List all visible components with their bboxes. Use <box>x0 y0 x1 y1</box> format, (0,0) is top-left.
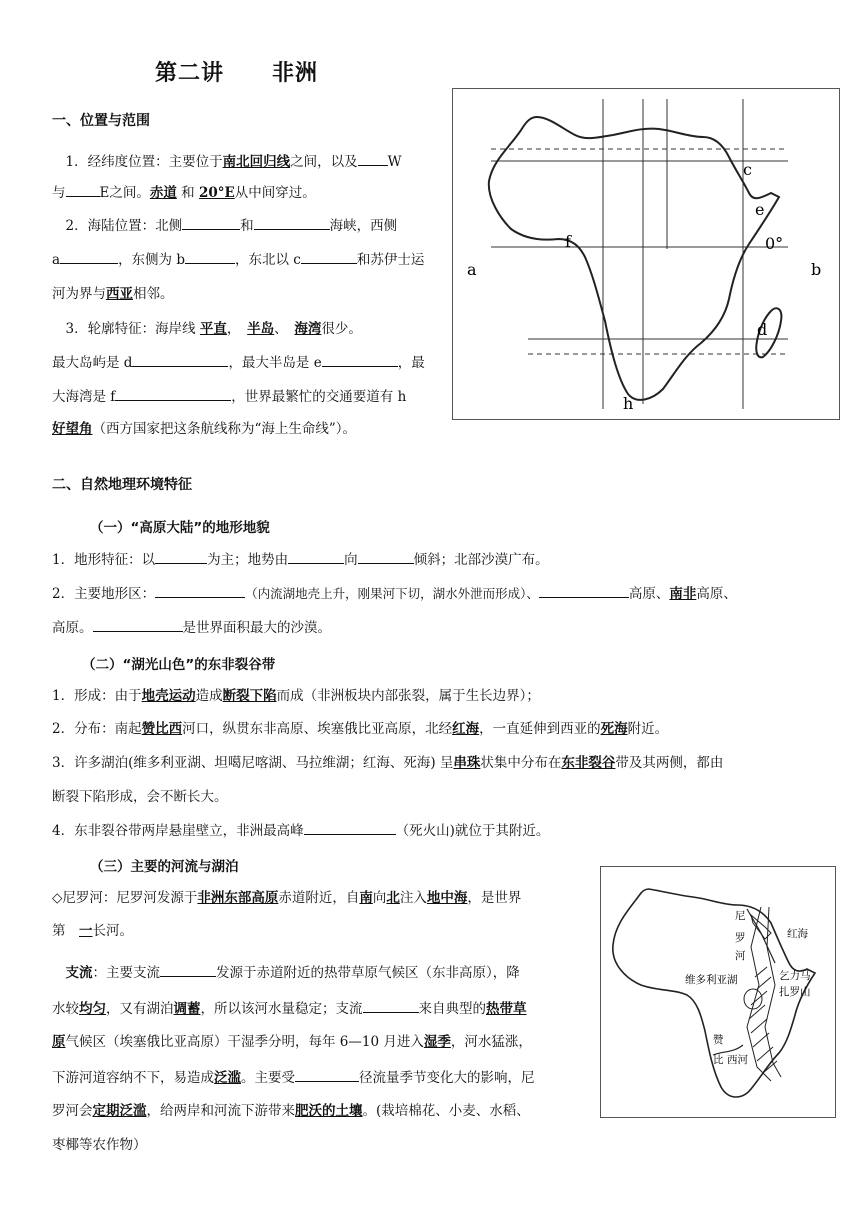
answer: 南非 <box>669 586 697 602</box>
answer: 原 <box>52 1034 66 1050</box>
blank <box>155 549 207 564</box>
map-label-a: a <box>467 260 477 279</box>
blank <box>254 215 330 230</box>
map-label-d: d <box>757 320 768 339</box>
page-title <box>155 56 318 87</box>
blank <box>322 352 398 367</box>
answer: 20°E <box>198 185 235 201</box>
s2-line-14: 下游河道容纳不下，易造成泛滥。主要受 径流量季节变化大的影响，尼 <box>52 1067 535 1088</box>
answer: 肥沃的土壤 <box>295 1103 363 1119</box>
africa-outline-map <box>452 88 840 420</box>
blank <box>358 549 414 564</box>
answer: 平直 <box>199 321 227 337</box>
map2-label-kili-2: 扎罗山 <box>779 986 811 998</box>
title-lecture: 第二讲 <box>155 61 225 86</box>
s1-line-4: a ，东侧为 b ，东北以 c 和苏伊士运 <box>52 249 424 270</box>
answer: 西亚 <box>106 286 133 302</box>
map2-label-redsea: 红海 <box>787 928 808 940</box>
blank <box>358 151 388 166</box>
sub3-heading: （三）主要的河流与湖泊 <box>90 859 239 875</box>
map2-label-nile-3: 河 <box>735 950 746 962</box>
s2-line-15: 罗河会定期泛滥，给两岸和河流下游带来肥沃的土壤。(栽培棉花、小麦、水稻、 <box>52 1103 530 1119</box>
map-label-h: h <box>623 394 634 413</box>
sub1-heading: （一）“高原大陆”的地形地貌 <box>90 520 270 536</box>
map2-label-zambezi-3: 西河 <box>727 1054 748 1066</box>
rift-hatching <box>749 967 777 1073</box>
answer: 南 <box>359 890 373 906</box>
map2-label-zambezi-1: 赞 <box>713 1034 724 1046</box>
blank <box>288 549 344 564</box>
map2-label-nile-1: 尼 <box>735 910 746 922</box>
s2-line-13: 原气候区（埃塞俄比亚高原）干湿季分明，每年 6—10 月进入湿季，河水猛涨， <box>52 1034 532 1050</box>
s2-line-5: 2．分布：南起赞比西河口，纵贯东非高原、埃塞俄比亚高原，北经红海，一直延伸到西亚的死海附近。 <box>52 721 669 737</box>
answer: 海湾 <box>294 321 322 337</box>
blank <box>132 352 228 367</box>
answer: 北 <box>386 890 400 906</box>
s2-line-3: 高原。 是世界面积最大的沙漠。 <box>52 617 331 638</box>
answer: 断裂下陷 <box>222 688 277 704</box>
s2-line-16: 枣椰等农作物） <box>52 1137 147 1153</box>
blank <box>93 617 183 632</box>
s1-line-3: 2．海陆位置：北侧 和 海峡，西侧 <box>52 215 397 236</box>
blank <box>115 386 231 401</box>
answer: 赞比西 <box>141 721 183 737</box>
sub2-heading: （二）“湖光山色”的东非裂谷带 <box>82 657 276 673</box>
title-topic: 非洲 <box>272 61 319 86</box>
s2-line-1: 1．地形特征：以 为主；地势由 向 倾斜；北部沙漠广布。 <box>52 549 549 570</box>
s2-line-4: 1．形成：由于地壳运动造成断裂下陷而成（非洲板块内部张裂，属于生长边界）； <box>52 688 540 704</box>
answer: 半岛 <box>247 321 275 337</box>
map2-label-victoria: 维多利亚湖 <box>685 974 738 986</box>
s2-line-11: 支流：主要支流 发源于赤道附近的热带草原气候区（东非高原），降 <box>52 962 520 983</box>
answer: 地壳运动 <box>141 688 196 704</box>
answer: 定期泛滥 <box>92 1103 147 1119</box>
blank <box>160 962 216 977</box>
s1-line-8: 大海湾是 f ，世界最繁忙的交通要道有 h <box>52 386 406 407</box>
answer: 泛滥 <box>214 1070 241 1086</box>
s1-line-2: 与 E之间。赤道 和 20°E从中间穿过。 <box>52 182 316 203</box>
africa-map-figure <box>453 89 839 419</box>
s1-line-1: 1．经纬度位置：主要位于南北回归线之间，以及 W <box>52 151 401 172</box>
rift-map-figure <box>601 867 835 1117</box>
s1-line-7: 最大岛屿是 d ，最大半岛是 e ，最 <box>52 352 425 373</box>
s2-line-6: 3．许多湖泊(维多利亚湖、坦噶尼喀湖、马拉维湖；红海、死海) 呈串珠状集中分布在东非裂谷带及其两侧，都由 <box>52 755 724 771</box>
map-label-c: c <box>743 160 752 179</box>
answer: 一 <box>79 923 93 939</box>
map-label-equator: 0° <box>765 234 784 253</box>
blank <box>66 182 100 197</box>
section2-heading: 二、自然地理环境特征 <box>52 477 192 493</box>
answer: 非洲东部高原 <box>197 890 279 906</box>
answer: 地中海 <box>426 890 468 906</box>
answer: 南北回归线 <box>222 154 291 170</box>
blank <box>60 249 118 264</box>
s2-line-7: 断裂下陷形成，会不断长大。 <box>52 789 228 805</box>
map2-label-nile-2: 罗 <box>735 932 746 944</box>
answer: 东非裂谷 <box>561 755 616 771</box>
blank <box>155 583 245 598</box>
answer: 热带草 <box>486 1001 527 1017</box>
answer: 调蓄 <box>173 1001 201 1017</box>
answer: 均匀 <box>79 1001 106 1017</box>
s2-line-8: 4．东非裂谷带两岸悬崖壁立，非洲最高峰 （死火山)就位于其附近。 <box>52 820 549 841</box>
answer: 串珠 <box>453 755 481 771</box>
blank <box>539 583 629 598</box>
blank <box>304 820 396 835</box>
s2-line-10: 第 一长河。 <box>52 923 133 939</box>
s1-line-6: 3．轮廓特征：海岸线 平直， 半岛、 海湾很少。 <box>52 321 362 337</box>
blank <box>185 249 235 264</box>
map-label-f: f <box>565 232 571 251</box>
answer: 赤道 <box>149 185 177 201</box>
africa-coastline <box>489 117 779 400</box>
map2-label-kili-1: 乞力马 <box>779 970 811 982</box>
section1-heading: 一、位置与范围 <box>52 113 150 129</box>
s2-line-9: ◇尼罗河：尼罗河发源于非洲东部高原赤道附近，自南向北注入地中海，是世界 <box>52 890 522 906</box>
answer: 湿季 <box>423 1034 451 1050</box>
s2-line-12: 水较均匀，又有湖泊调蓄，所以该河水量稳定；支流 来自典型的热带草 <box>52 998 527 1019</box>
blank <box>301 249 357 264</box>
blank <box>182 215 240 230</box>
s2-line-2: 2．主要地形区： （内流湖地壳上升，刚果河下切，湖水外泄而形成）、 高原、南非高原、 <box>52 583 737 604</box>
answer: 死海 <box>600 721 628 737</box>
map2-label-zambezi-2: 比 <box>713 1054 724 1066</box>
answer: 红海 <box>452 721 480 737</box>
map-label-e: e <box>755 200 765 219</box>
map-label-b: b <box>811 260 822 279</box>
blank <box>363 998 419 1013</box>
blank <box>295 1067 359 1082</box>
s1-line-5: 河为界与西亚相邻。 <box>52 286 174 302</box>
s1-line-9: 好望角（西方国家把这条航线称为“海上生命线”）。 <box>52 421 357 437</box>
east-africa-rift-map <box>600 866 836 1118</box>
answer: 好望角 <box>52 421 93 437</box>
